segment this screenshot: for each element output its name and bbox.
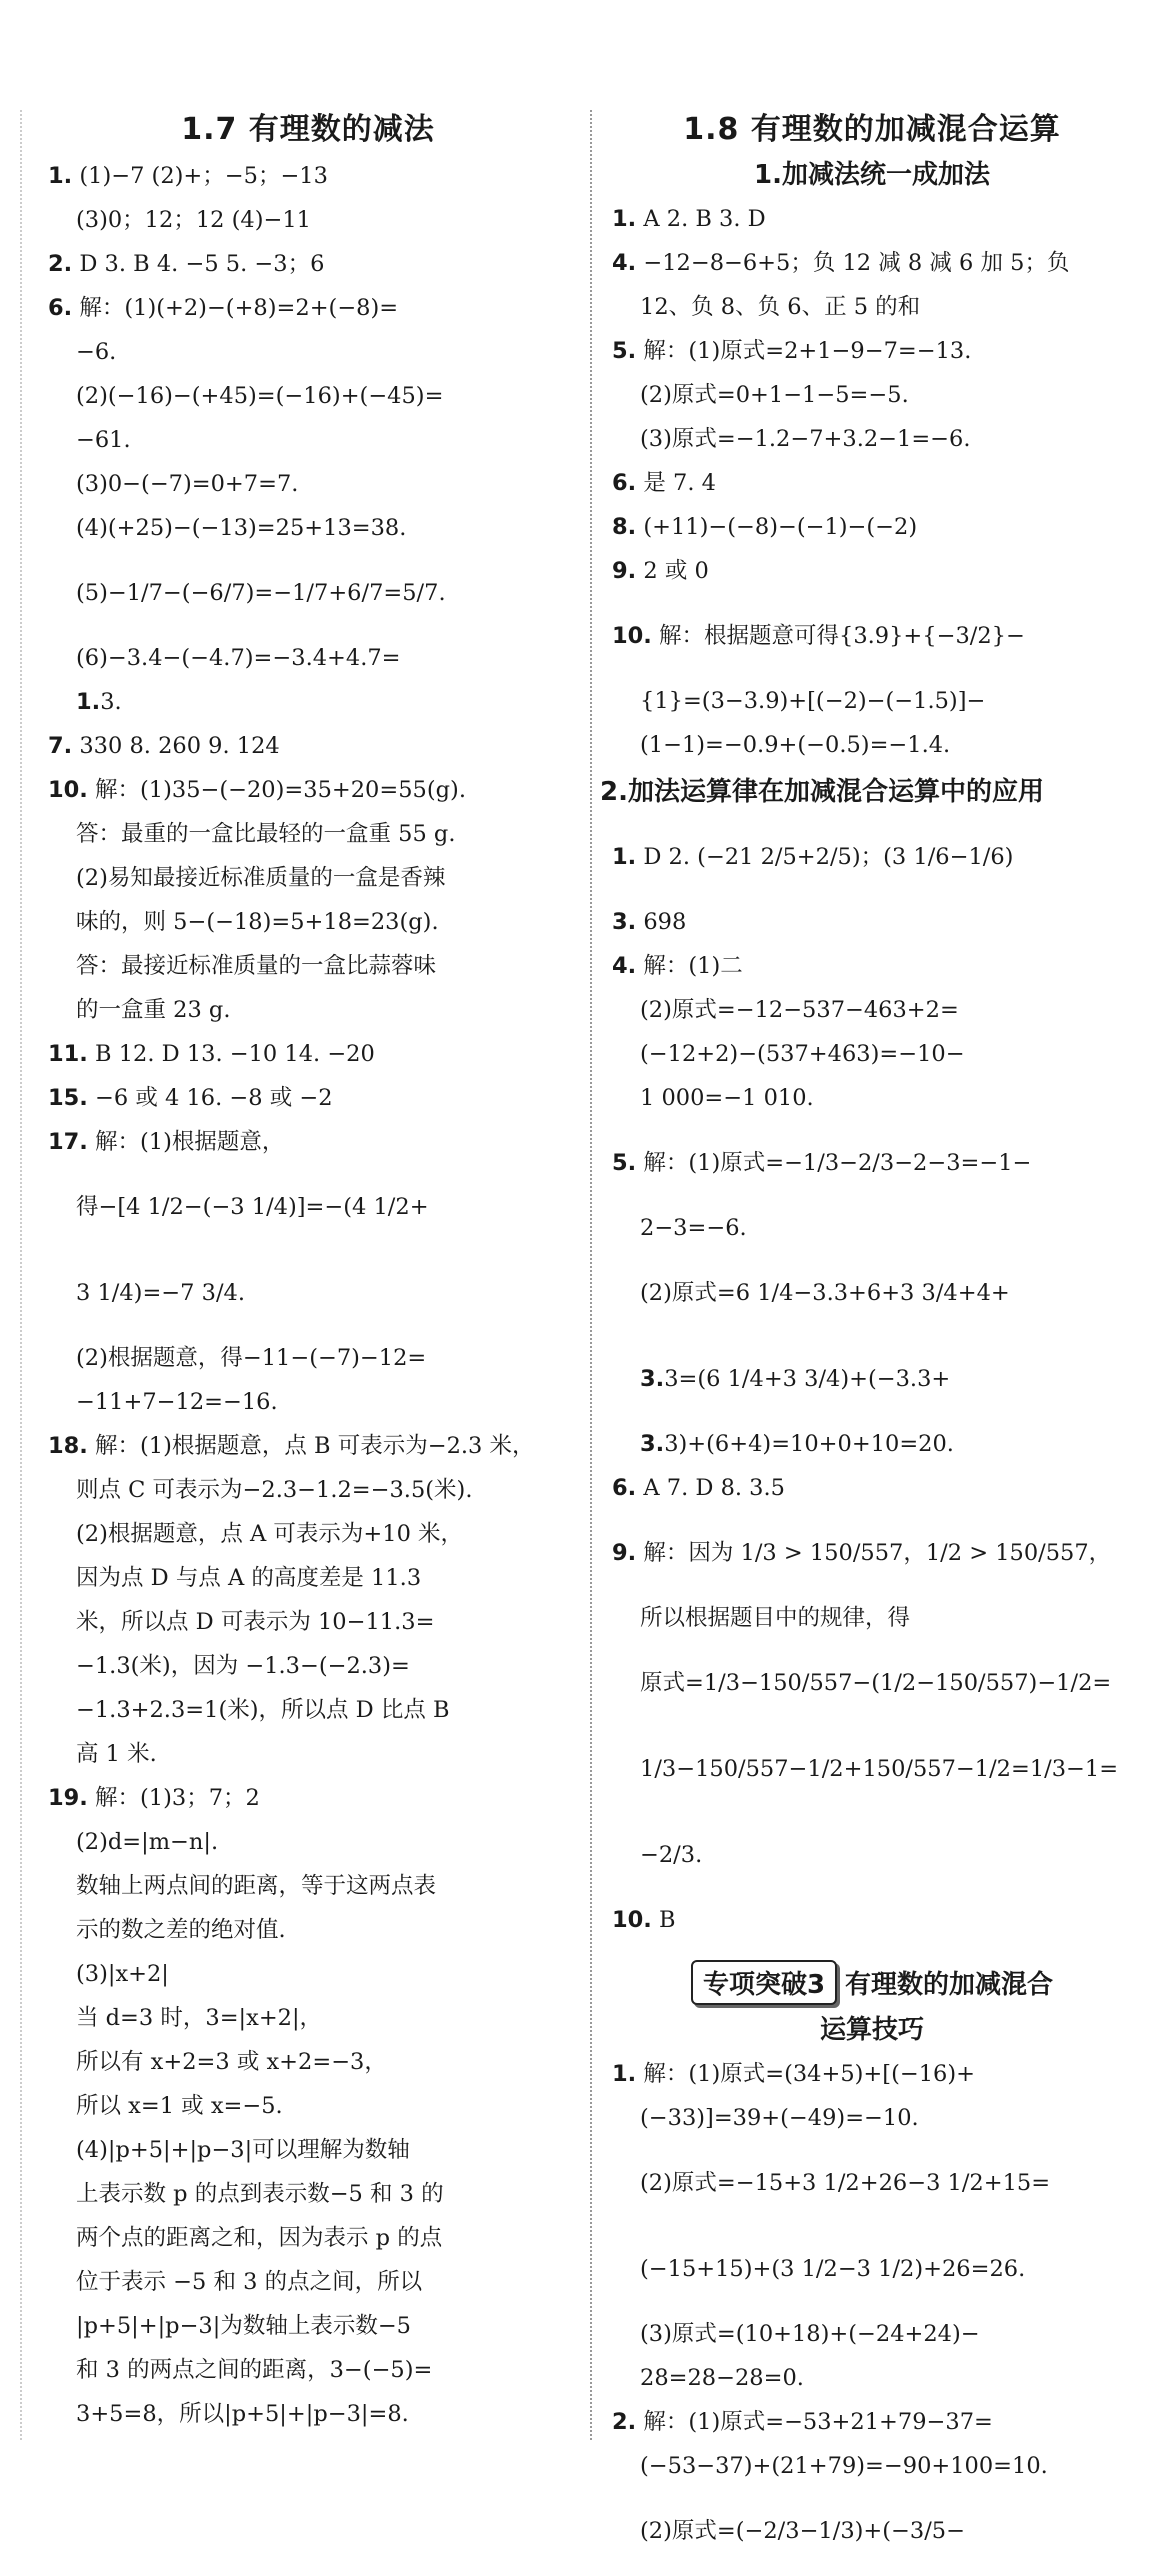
answer-line: 答：最重的一盒比最轻的一盒重 55 g. (76, 821, 456, 847)
question-number: 6. (48, 295, 73, 321)
answer-line: (4)|p+5|+|p−3|可以理解为数轴 (76, 2137, 410, 2163)
special-topic-header (612, 1960, 1132, 2005)
answer-line: 7. 330 8. 260 9. 124 (48, 733, 280, 759)
question-number: 1. (76, 689, 101, 715)
answer-line: −6. (76, 339, 117, 365)
answer-line: 所以根据题目中的规律，得 (640, 1605, 911, 1631)
question-number: 6. (612, 1475, 637, 1501)
answer-line: 6. 是 7. 4 (612, 470, 716, 496)
special-topic-title-2: 运算技巧 (819, 2015, 924, 2045)
answer-line: 28=28−28=0. (640, 2365, 804, 2391)
special-topic-title-1: 有理数的加减混合 (845, 1970, 1054, 2000)
answer-line: 所以有 x+2=3 或 x+2=−3， (76, 2049, 387, 2075)
answer-line: −11+7−12=−16. (76, 1389, 278, 1415)
answer-line: (2)根据题意，点 A 可表示为+10 米， (76, 1521, 464, 1547)
answer-line: (6)−3.4−(−4.7)=−3.4+4.7= (76, 645, 401, 671)
answer-line: 味的，则 5−(−18)=5+18=23(g). (76, 909, 439, 935)
answer-line: 12、负 8、负 6、正 5 的和 (640, 294, 921, 320)
answer-line: 1 000=−1 010. (640, 1085, 814, 1111)
question-number: 4. (612, 953, 637, 979)
question-number: 2. (48, 251, 73, 277)
answer-line: (4)(+25)−(−13)=25+13=38. (76, 515, 407, 541)
answer-line: 6. A 7. D 8. 3.5 (612, 1475, 785, 1501)
right-column (600, 96, 1132, 2574)
answer-line: 9. 2 或 0 (612, 558, 709, 584)
answer-line: (2)原式=(−2/3−1/3)+(−3/5− (640, 2518, 965, 2544)
question-number: 3. (612, 909, 637, 935)
answer-line: 15. −6 或 4 16. −8 或 −2 (48, 1085, 333, 1111)
answer-line: (2)原式=6 1/4−3.3+6+3 3/4+4+ (640, 1280, 1010, 1306)
answer-list-1-8-part1 (612, 197, 1132, 767)
answer-line: 4. 解：(1)二 (612, 953, 743, 979)
answer-line: (2)(−16)−(+45)=(−16)+(−45)= (76, 383, 444, 409)
answer-line: −61. (76, 427, 131, 453)
answer-line: 2−3=−6. (640, 1215, 747, 1241)
answer-line: 原式=1/3−150/557−(1/2−150/557)−1/2= (640, 1670, 1112, 1696)
answer-line: 18. 解：(1)根据题意，点 B 可表示为−2.3 米， (48, 1433, 535, 1459)
answer-line: −2/3. (640, 1842, 703, 1868)
answer-line: (5)−1/7−(−6/7)=−1/7+6/7=5/7. (76, 580, 446, 606)
answer-line: (2)原式=−12−537−463+2= (640, 997, 959, 1023)
answer-line: −1.3(米)，因为 −1.3−(−2.3)= (76, 1653, 410, 1679)
question-number: 1. (48, 163, 73, 189)
answer-line: (3)0−(−7)=0+7=7. (76, 471, 299, 497)
answer-line: 1. A 2. B 3. D (612, 206, 766, 232)
answer-line: (3)原式=(10+18)+(−24+24)− (640, 2321, 980, 2347)
answer-list-special-3 (612, 2052, 1132, 2574)
question-number: 10. (612, 623, 652, 649)
answer-list-1-7 (48, 154, 568, 2436)
answer-line: (2)原式=−15+3 1/2+26−3 1/2+15= (640, 2170, 1051, 2196)
answer-line: 10. B (612, 1907, 676, 1933)
answer-line: 高 1 米. (76, 1741, 157, 1767)
answer-line: 2. D 3. B 4. −5 5. −3；6 (48, 251, 325, 277)
question-number: 15. (48, 1085, 88, 1111)
answer-line: (3)|x+2| (76, 1961, 169, 1987)
question-number: 8. (612, 514, 637, 540)
answer-line: (−12+2)−(537+463)=−10− (640, 1041, 965, 1067)
answer-line: 1/3−150/557−1/2+150/557−1/2=1/3−1= (640, 1756, 1119, 1782)
section-title-1-8: 1.8 有理数的加减混合运算 (683, 112, 1061, 147)
answer-list-1-8-part2 (612, 814, 1132, 1942)
question-number: 1. (612, 2061, 637, 2087)
answer-line: 和 3 的两点之间的距离，3−(−5)= (76, 2357, 433, 2383)
answer-line: (−33)]=39+(−49)=−10. (640, 2105, 919, 2131)
column-divider (590, 110, 592, 2440)
answer-line: 2. 解：(1)原式=−53+21+79−37= (612, 2409, 993, 2435)
answer-line: 3.3=(6 1/4+3 3/4)+(−3.3+ (640, 1366, 951, 1392)
question-number: 19. (48, 1785, 88, 1811)
answer-line: 10. 解：(1)35−(−20)=35+20=55(g). (48, 777, 466, 803)
question-number: 1. (612, 206, 637, 232)
answer-line: (1−1)=−0.9+(−0.5)=−1.4. (640, 732, 951, 758)
question-number: 9. (612, 1540, 637, 1566)
answer-line: 3.3)+(6+4)=10+0+10=20. (640, 1431, 954, 1457)
left-column (48, 96, 568, 2436)
answer-line: 数轴上两点间的距离，等于这两点表 (76, 1873, 437, 1899)
question-number: 17. (48, 1129, 88, 1155)
section-title-1-7: 1.7 有理数的减法 (181, 112, 435, 147)
answer-line: 9. 解：因为 1/3 > 150/557，1/2 > 150/557， (612, 1540, 1112, 1566)
answer-line: 答：最接近标准质量的一盒比蒜蓉味 (76, 953, 437, 979)
answer-line: 6. 解：(1)(+2)−(+8)=2+(−8)= (48, 295, 399, 321)
question-number: 3. (640, 1366, 665, 1392)
question-number: 6. (612, 470, 637, 496)
question-number: 2. (612, 2409, 637, 2435)
answer-line: (2)d=|m−n|. (76, 1829, 219, 1855)
answer-line: 当 d=3 时，3=|x+2|， (76, 2005, 323, 2031)
page-edge (20, 110, 22, 2440)
answer-line: (3)原式=−1.2−7+3.2−1=−6. (640, 426, 971, 452)
question-number: 1. (612, 844, 637, 870)
answer-line: (2)原式=0+1−1−5=−5. (640, 382, 909, 408)
answer-line: 则点 C 可表示为−2.3−1.2=−3.5(米). (76, 1477, 473, 1503)
answer-line: 3. 698 (612, 909, 687, 935)
answer-line: 3 1/4)=−7 3/4. (76, 1280, 245, 1306)
answer-line: 所以 x=1 或 x=−5. (76, 2093, 283, 2119)
answer-line: 8. (+11)−(−8)−(−1)−(−2) (612, 514, 918, 540)
question-number: 5. (612, 338, 637, 364)
answer-line: 5. 解：(1)原式=−1/3−2/3−2−3=−1− (612, 1150, 1032, 1176)
question-number: 10. (612, 1907, 652, 1933)
answer-line: 1. 解：(1)原式=(34+5)+[(−16)+ (612, 2061, 975, 2087)
answer-line: −1.3+2.3=1(米)，所以点 D 比点 B (76, 1697, 450, 1723)
special-topic-badge: 专项突破3 (691, 1960, 837, 2005)
answer-line: 3+5=8，所以|p+5|+|p−3|=8. (76, 2401, 409, 2427)
answer-line: 1. D 2. (−21 2/5+2/5)；(3 1/6−1/6) (612, 844, 1014, 870)
answer-line: 示的数之差的绝对值. (76, 1917, 286, 1943)
question-number: 5. (612, 1150, 637, 1176)
answer-line: |p+5|+|p−3|为数轴上表示数−5 (76, 2313, 411, 2339)
question-number: 11. (48, 1041, 88, 1067)
answer-line: 米，所以点 D 可表示为 10−11.3= (76, 1609, 435, 1635)
answer-line: (−15+15)+(3 1/2−3 1/2)+26=26. (640, 2256, 1026, 2282)
answer-line: 1. (1)−7 (2)+；−5；−13 (48, 163, 328, 189)
answer-line: (3)0；12；12 (4)−11 (76, 207, 311, 233)
answer-line: 19. 解：(1)3；7；2 (48, 1785, 260, 1811)
answer-line: 位于表示 −5 和 3 的点之间，所以 (76, 2269, 423, 2295)
answer-line: (−53−37)+(21+79)=−90+100=10. (640, 2453, 1048, 2479)
question-number: 9. (612, 558, 637, 584)
answer-line: 17. 解：(1)根据题意， (48, 1129, 285, 1155)
question-number: 3. (640, 1431, 665, 1457)
question-number: 7. (48, 733, 73, 759)
answer-line: 上表示数 p 的点到表示数−5 和 3 的 (76, 2181, 444, 2207)
answer-line: 两个点的距离之和，因为表示 p 的点 (76, 2225, 443, 2251)
answer-line: 得−[4 1/2−(−3 1/4)]=−(4 1/2+ (76, 1194, 429, 1220)
answer-line: 11. B 12. D 13. −10 14. −20 (48, 1041, 375, 1067)
answer-line: 4. −12−8−6+5；负 12 减 8 减 6 加 5；负 (612, 250, 1070, 276)
answer-line: (2)根据题意，得−11−(−7)−12= (76, 1345, 427, 1371)
subsection-title-2: 2.加法运算律在加减混合运算中的应用 (600, 777, 1044, 807)
question-number: 4. (612, 250, 637, 276)
answer-line: 因为点 D 与点 A 的高度差是 11.3 (76, 1565, 422, 1591)
answer-line: 10. 解：根据题意可得{3.9}+{−3/2}− (612, 623, 1025, 649)
question-number: 10. (48, 777, 88, 803)
question-number: 18. (48, 1433, 88, 1459)
answer-line: 的一盒重 23 g. (76, 997, 231, 1023)
answer-line: 5. 解：(1)原式=2+1−9−7=−13. (612, 338, 972, 364)
answer-line: 1.3. (76, 689, 122, 715)
answer-line: {1}=(3−3.9)+[(−2)−(−1.5)]− (640, 688, 986, 714)
answer-line: (2)易知最接近标准质量的一盒是香辣 (76, 865, 446, 891)
subsection-title-1: 1.加减法统一成加法 (754, 160, 990, 190)
